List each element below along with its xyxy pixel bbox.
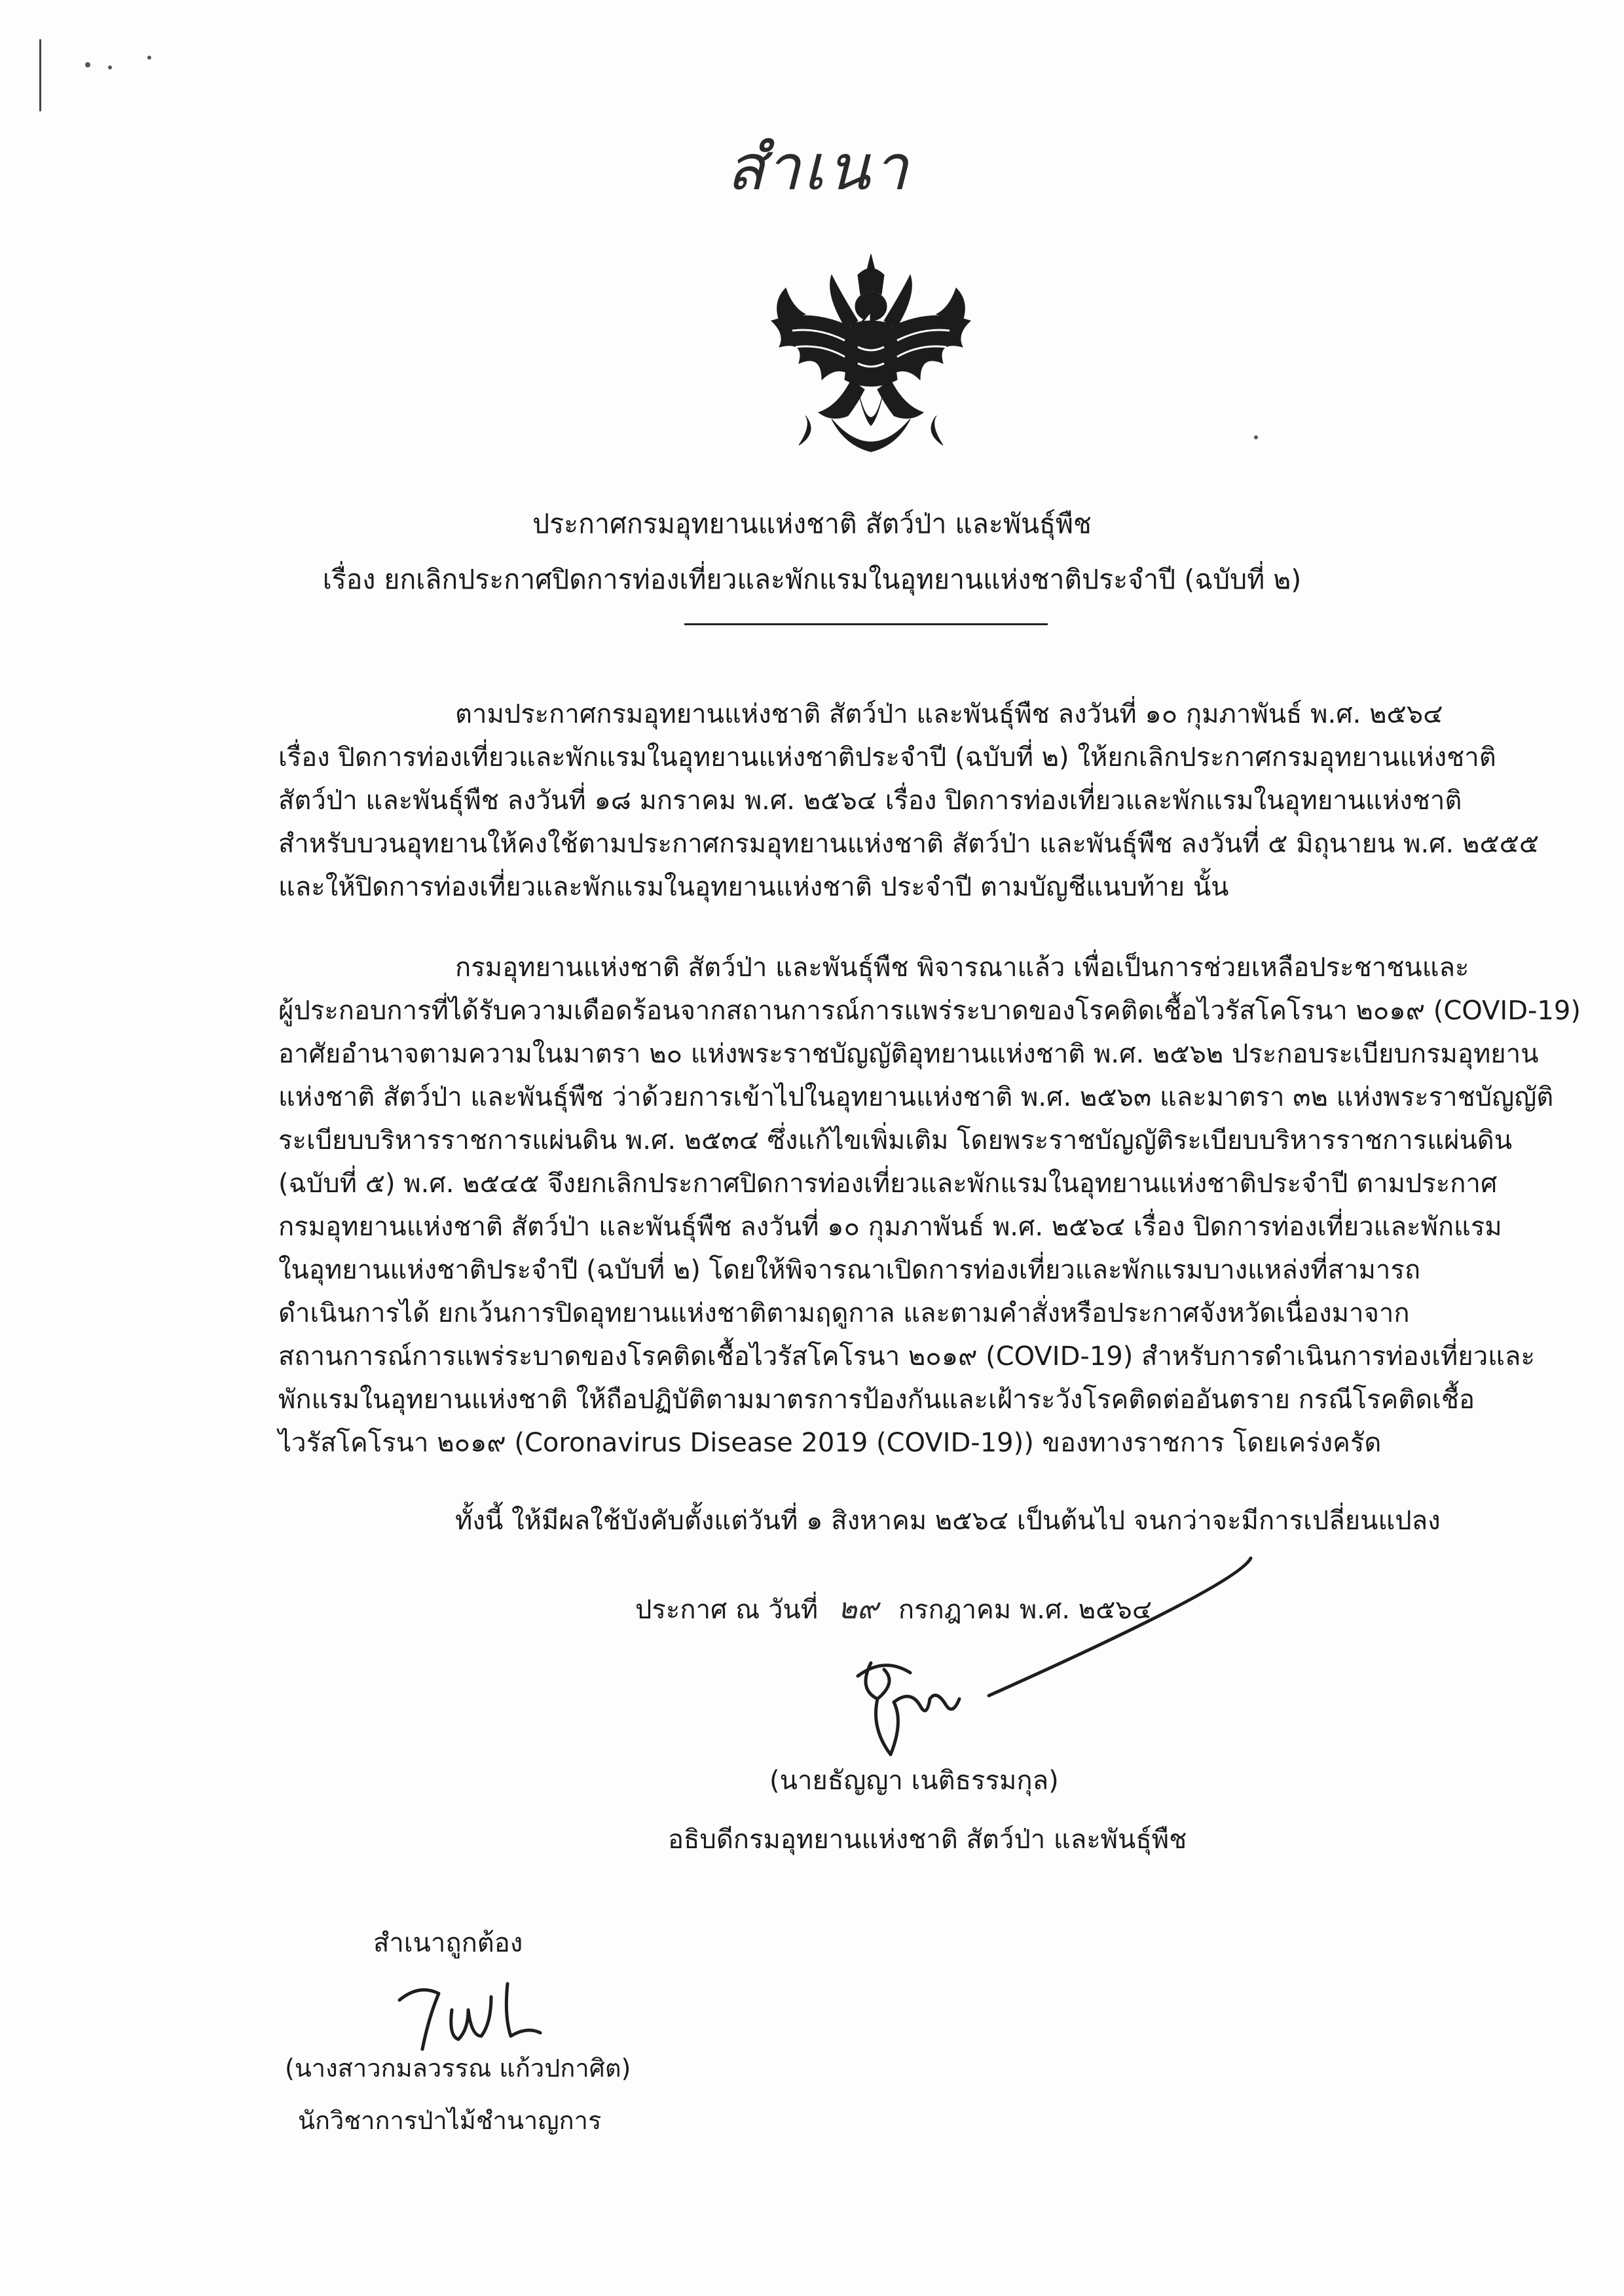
scan-edge-mark [39,39,41,111]
paragraph-line: และให้ปิดการท่องเที่ยวและพักแรมในอุทยานแห่งชาติ ประจำปี ตามบัญชีแนบท้าย นั้น [278,872,1229,902]
certifier-signature [393,1971,563,2062]
issued-prefix: ประกาศ ณ วันที่ [635,1595,819,1625]
announcement-subject: เรื่อง ยกเลิกประกาศปิดการท่องเที่ยวและพักแรมในอุทยานแห่งชาติประจำปี (ฉบับที่ ๒) [322,564,1302,595]
paragraph-line: เรื่อง ปิดการท่องเที่ยวและพักแรมในอุทยานแห่งชาติประจำปี (ฉบับที่ ๒) ให้ยกเลิกประกาศกรมอุทยานแห่งชาติ [278,742,1496,773]
paragraph-line: พักแรมในอุทยานแห่งชาติ ให้ถือปฏิบัติตามมาตรการป้องกันและเฝ้าระวังโรคติดต่ออันตราย กรณีโรคติดเชื้อ [278,1385,1475,1415]
announcement-title: ประกาศกรมอุทยานแห่งชาติ สัตว์ป่า และพันธุ์พืช [532,508,1092,539]
paragraph-line: สถานการณ์การแพร่ระบาดของโรคติดเชื้อไวรัสโคโรนา ๒๐๑๙ (COVID-19) สำหรับการดำเนินการท่องเที่ยวและ [278,1341,1535,1372]
scan-speck [108,65,112,69]
scan-speck [147,56,151,60]
signer-title: อธิบดีกรมอุทยานแห่งชาติ สัตว์ป่า และพันธุ์พืช [668,1825,1187,1855]
paragraph-line: ไวรัสโคโรนา ๒๐๑๙ (Coronavirus Disease 2019 (COVID-19)) ของทางราชการ โดยเคร่งครัด [278,1428,1382,1458]
certifier-name: (นางสาวกมลวรรณ แก้วปกาศิต) [285,2054,631,2083]
paragraph-line: ตามประกาศกรมอุทยานแห่งชาติ สัตว์ป่า และพันธุ์พืช ลงวันที่ ๑๐ กุมภาพันธ์ พ.ศ. ๒๕๖๔ [455,699,1443,729]
paragraph-line: กรมอุทยานแห่งชาติ สัตว์ป่า และพันธุ์พืช พิจารณาแล้ว เพื่อเป็นการช่วยเหลือประชาชนและ [455,953,1469,983]
paragraph-line: ในอุทยานแห่งชาติประจำปี (ฉบับที่ ๒) โดยให้พิจารณาเปิดการท่องเที่ยวและพักแรมบางแหล่งที่สามารถ [278,1255,1421,1285]
copy-stamp: สำเนา [726,131,911,204]
signer-name: (นายธัญญา เนติธรรมกุล) [769,1766,1059,1796]
certified-copy-label: สำเนาถูกต้อง [373,1928,523,1958]
paragraph-3 [278,1499,1441,1542]
paragraph-1 [278,693,1540,909]
paragraph-line: ผู้ประกอบการที่ได้รับความเดือดร้อนจากสถานการณ์การแพร่ระบาดของโรคติดเชื้อไวรัสโคโรนา ๒๐๑๙ (COVID-19) [278,996,1581,1026]
paragraph-line: กรมอุทยานแห่งชาติ สัตว์ป่า และพันธุ์พืช ลงวันที่ ๑๐ กุมภาพันธ์ พ.ศ. ๒๕๖๔ เรื่อง ปิดการท่องเที่ยวและพักแรม [278,1212,1502,1242]
paragraph-line: ระเบียบบริหารราชการแผ่นดิน พ.ศ. ๒๕๓๔ ซึ่งแก้ไขเพิ่มเติม โดยพระราชบัญญัติระเบียบบริหารราชการแผ่นดิน [278,1125,1513,1156]
paragraph-line: สัตว์ป่า และพันธุ์พืช ลงวันที่ ๑๘ มกราคม พ.ศ. ๒๕๖๔ เรื่อง ปิดการท่องเที่ยวและพักแรมในอุทยานแห่งชาติ [278,786,1462,816]
paragraph-line: ดำเนินการได้ ยกเว้นการปิดอุทยานแห่งชาติตามฤดูกาล และตามคำสั่งหรือประกาศจังหวัดเนื่องมาจาก [278,1298,1410,1328]
scan-speck [85,62,90,67]
paragraph-line: สำหรับบวนอุทยานให้คงใช้ตามประกาศกรมอุทยานแห่งชาติ สัตว์ป่า และพันธุ์พืช ลงวันที่ ๕ มิถุนายน พ.ศ. ๒๕๕๕ [278,829,1540,859]
paragraph-line: อาศัยอำนาจตามความในมาตรา ๒๐ แห่งพระราชบัญญัติอุทยานแห่งชาติ พ.ศ. ๒๕๖๒ ประกอบระเบียบกรมอุทยาน [278,1039,1539,1069]
effective-date-line: ทั้งนี้ ให้มีผลใช้บังคับตั้งแต่วันที่ ๑ สิงหาคม ๒๕๖๔ เป็นต้นไป จนกว่าจะมีการเปลี่ยนแปลง [455,1506,1441,1536]
director-signature [832,1558,1251,1774]
garuda-emblem-icon [760,249,982,471]
paragraph-2 [278,946,1581,1465]
title-divider [684,623,1048,625]
paragraph-line: แห่งชาติ สัตว์ป่า และพันธุ์พืช ว่าด้วยการเข้าไปในอุทยานแห่งชาติ พ.ศ. ๒๕๖๓ และมาตรา ๓๒ แห่งพระราชบัญญัติ [278,1082,1554,1112]
paragraph-line: (ฉบับที่ ๕) พ.ศ. ๒๕๔๕ จึงยกเลิกประกาศปิดการท่องเที่ยวและพักแรมในอุทยานแห่งชาติประจำปี ตามประกาศ [278,1169,1498,1199]
issued-month-year: กรกฎาคม พ.ศ. ๒๕๖๔ [898,1595,1153,1625]
issued-day: ๒๙ [838,1592,879,1626]
scan-speck [1254,435,1258,439]
certifier-title: นักวิชาการป่าไม้ชำนาญการ [298,2106,602,2135]
